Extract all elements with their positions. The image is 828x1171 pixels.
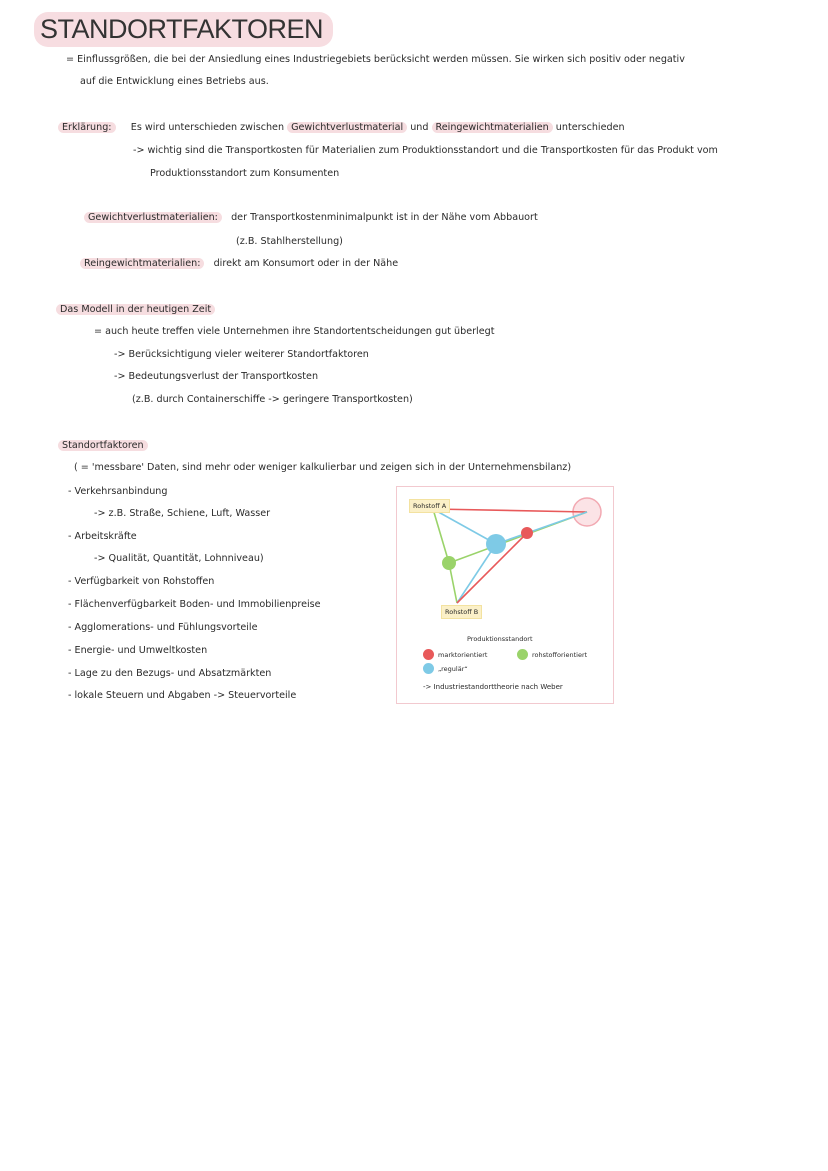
edge-regular-consumer [496, 512, 587, 544]
explanation-line-3: Produktionsstandort zum Konsumenten [150, 168, 340, 179]
factor-item: -> Qualität, Quantität, Lohnniveau) [94, 553, 264, 564]
reingewicht-row [80, 258, 398, 269]
factor-item: -> z.B. Straße, Schiene, Luft, Wasser [94, 508, 271, 519]
legend-raw-label: rohstofforientiert [532, 650, 588, 659]
model-line-1: = auch heute treffen viele Unternehmen ihre Standortentscheidungen gut überlegt [94, 326, 495, 337]
factor-item: - Energie- und Umweltkosten [68, 645, 208, 656]
regular-point [486, 534, 506, 554]
raw-dot-icon [517, 649, 528, 660]
rohstoff-b-label: Rohstoff B [441, 605, 482, 619]
model-line-3: -> Bedeutungsverlust der Transportkosten [114, 371, 319, 382]
raw-oriented-point [442, 556, 456, 570]
gewichtverlust-example: (z.B. Stahlherstellung) [236, 236, 343, 247]
weber-diagram [396, 486, 614, 704]
regular-dot-icon [423, 663, 434, 674]
explanation-text-mid: und [410, 122, 429, 133]
factors-subtitle: ( = 'messbare' Daten, sind mehr oder weniger kalkulierbar und zeigen sich in der Unternehmensbilanz) [74, 462, 572, 473]
model-heading: Das Modell in der heutigen Zeit [56, 304, 215, 315]
factors-heading: Standortfaktoren [58, 440, 148, 451]
factor-item: - Arbeitskräfte [68, 531, 137, 542]
explanation-line-2: -> wichtig sind die Transportkosten für Materialien zum Produktionsstandort und die Transportkosten für das Produkt vom [133, 145, 718, 156]
explanation-text-pre: Es wird unterschieden zwischen [130, 122, 285, 133]
gewichtverlust-text: der Transportkostenminimalpunkt ist in der Nähe vom Abbauort [231, 212, 538, 223]
rohstoff-a-label: Rohstoff A [409, 499, 450, 513]
market-dot-icon [423, 649, 434, 660]
factor-item: - Verfügbarkeit von Rohstoffen [68, 576, 215, 587]
legend-regular [423, 663, 468, 674]
explanation-text-post: unterschieden [555, 122, 625, 133]
legend-market [423, 649, 487, 660]
diagram-caption: -> Industriestandorttheorie nach Weber [423, 683, 563, 691]
term-gewichtverlust: Gewichtverlustmaterial [287, 122, 407, 133]
legend-raw [517, 649, 587, 660]
legend-title: Produktionsstandort [467, 635, 533, 643]
gewichtverlust-row [84, 212, 538, 223]
explanation-line-1 [58, 122, 625, 133]
gewichtverlust-label: Gewichtverlustmaterialien: [84, 212, 222, 223]
factor-item: - lokale Steuern und Abgaben -> Steuervorteile [68, 690, 297, 701]
model-heading-wrap [56, 304, 215, 315]
reingewicht-label: Reingewichtmaterialien: [80, 258, 204, 269]
edge-a-consumer [433, 509, 587, 512]
factor-item: - Verkehrsanbindung [68, 486, 168, 497]
factor-item: - Flächenverfügbarkeit Boden- und Immobilienpreise [68, 599, 321, 610]
factor-item: - Agglomerations- und Fühlungsvorteile [68, 622, 258, 633]
market-oriented-point [521, 527, 533, 539]
legend-regular-label: „regulär“ [438, 664, 468, 673]
factor-item: - Lage zu den Bezugs- und Absatzmärkten [68, 668, 272, 679]
model-line-2: -> Berücksichtigung vieler weiterer Standortfaktoren [114, 349, 369, 360]
legend-market-label: marktorientiert [438, 650, 488, 659]
definition-line-2: auf die Entwicklung eines Betriebs aus. [80, 76, 269, 87]
factors-heading-wrap [58, 440, 148, 451]
page-title: STANDORTFAKTOREN [34, 12, 333, 47]
model-line-4: (z.B. durch Containerschiffe -> geringere Transportkosten) [132, 394, 413, 405]
reingewicht-text: direkt am Konsumort oder in der Nähe [213, 258, 399, 269]
definition-line-1: = Einflussgrößen, die bei der Ansiedlung eines Industriegebiets berücksicht werden müssen. Sie wirken sich positiv oder negativ [66, 54, 685, 65]
term-reingewicht: Reingewichtmaterialien [432, 122, 553, 133]
explanation-label: Erklärung: [58, 122, 116, 133]
